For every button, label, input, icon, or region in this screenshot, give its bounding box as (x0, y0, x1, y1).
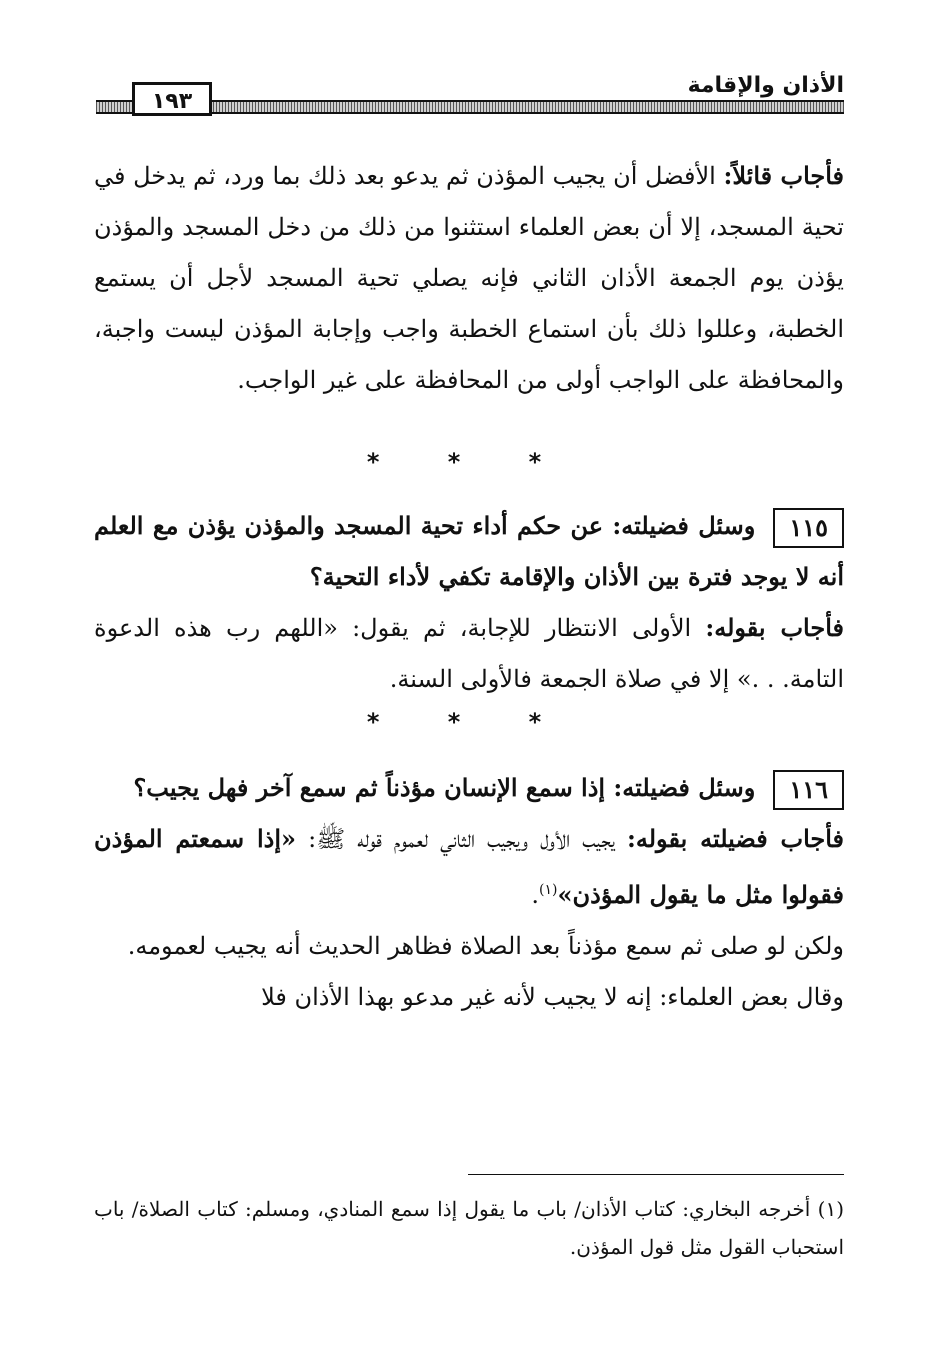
question-text: وسئل فضيلته: إذا سمع الإنسان مؤذناً ثم سمع آخر فهل يجيب؟ (133, 773, 756, 802)
hadith-quote: «إذا سمعتم المؤذن فقولوا مثل ما يقول المؤذن» (94, 824, 844, 909)
hadith-end: . (531, 881, 540, 909)
question-115 (94, 500, 844, 705)
answer-lead: فأجاب قائلاً: (723, 161, 844, 190)
answer-lead: فأجاب بقوله: (705, 613, 844, 642)
footnote-separator (468, 1174, 844, 1175)
chapter-title: الأذان والإقامة (680, 72, 844, 100)
answer-114 (94, 150, 844, 406)
section-separator-1: * * * (366, 448, 572, 476)
page-number: ١٩٣ (132, 82, 212, 116)
paragraph-3: وقال بعض العلماء: إنه لا يجيب لأنه غير مدعو بهذا الأذان فلا (261, 983, 844, 1011)
footnote: (١) أخرجه البخاري: كتاب الأذان/ باب ما يقول إذا سمع المنادي، ومسلم: كتاب الصلاة/ باب استحباب القول مثل قول المؤذن. (94, 1197, 844, 1259)
question-116 (94, 762, 844, 1023)
answer-text: الأفضل أن يجيب المؤذن ثم يدعو بعد ذلك بما ورد، ثم يدخل في تحية المسجد، إلا أن بعض العلماء استثنوا من ذلك من دخل المسجد والمؤذن يؤذن يوم الجمعة الأذان الثاني فإنه يصلي تحية المسجد لأجل أن يستمع الخطبة، وعللوا ذلك بأن استماع الخطبة واجب وإجابة المؤذن ليست واجبة، والمحافظة على الواجب أولى من المحافظة على غير الواجب. (94, 162, 844, 394)
answer-text: الأولى الانتظار للإجابة، ثم يقول: «اللهم رب هذه الدعوة التامة. . .» إلا في صلاة الجمعة فالأولى السنة. (94, 614, 844, 693)
question-text: وسئل فضيلته: عن حكم أداء تحية المسجد والمؤذن يؤذن مع العلم أنه لا يوجد فترة بين الأذان والإقامة تكفي لأداء التحية؟ (94, 511, 844, 591)
question-number: ١١٥ (773, 508, 844, 548)
page-header (96, 72, 844, 120)
answer-lead: فأجاب فضيلته بقوله: (627, 824, 845, 853)
answer-text: يجيب الأول ويجيب الثاني لعموم قوله ﷺ: (296, 825, 628, 853)
footnote-marker: (١) (539, 882, 558, 898)
section-separator-2: * * * (366, 708, 572, 736)
paragraph-2: ولكن لو صلى ثم سمع مؤذناً بعد الصلاة فظاهر الحديث أنه يجيب لعمومه. (127, 932, 844, 960)
question-number: ١١٦ (773, 770, 844, 810)
